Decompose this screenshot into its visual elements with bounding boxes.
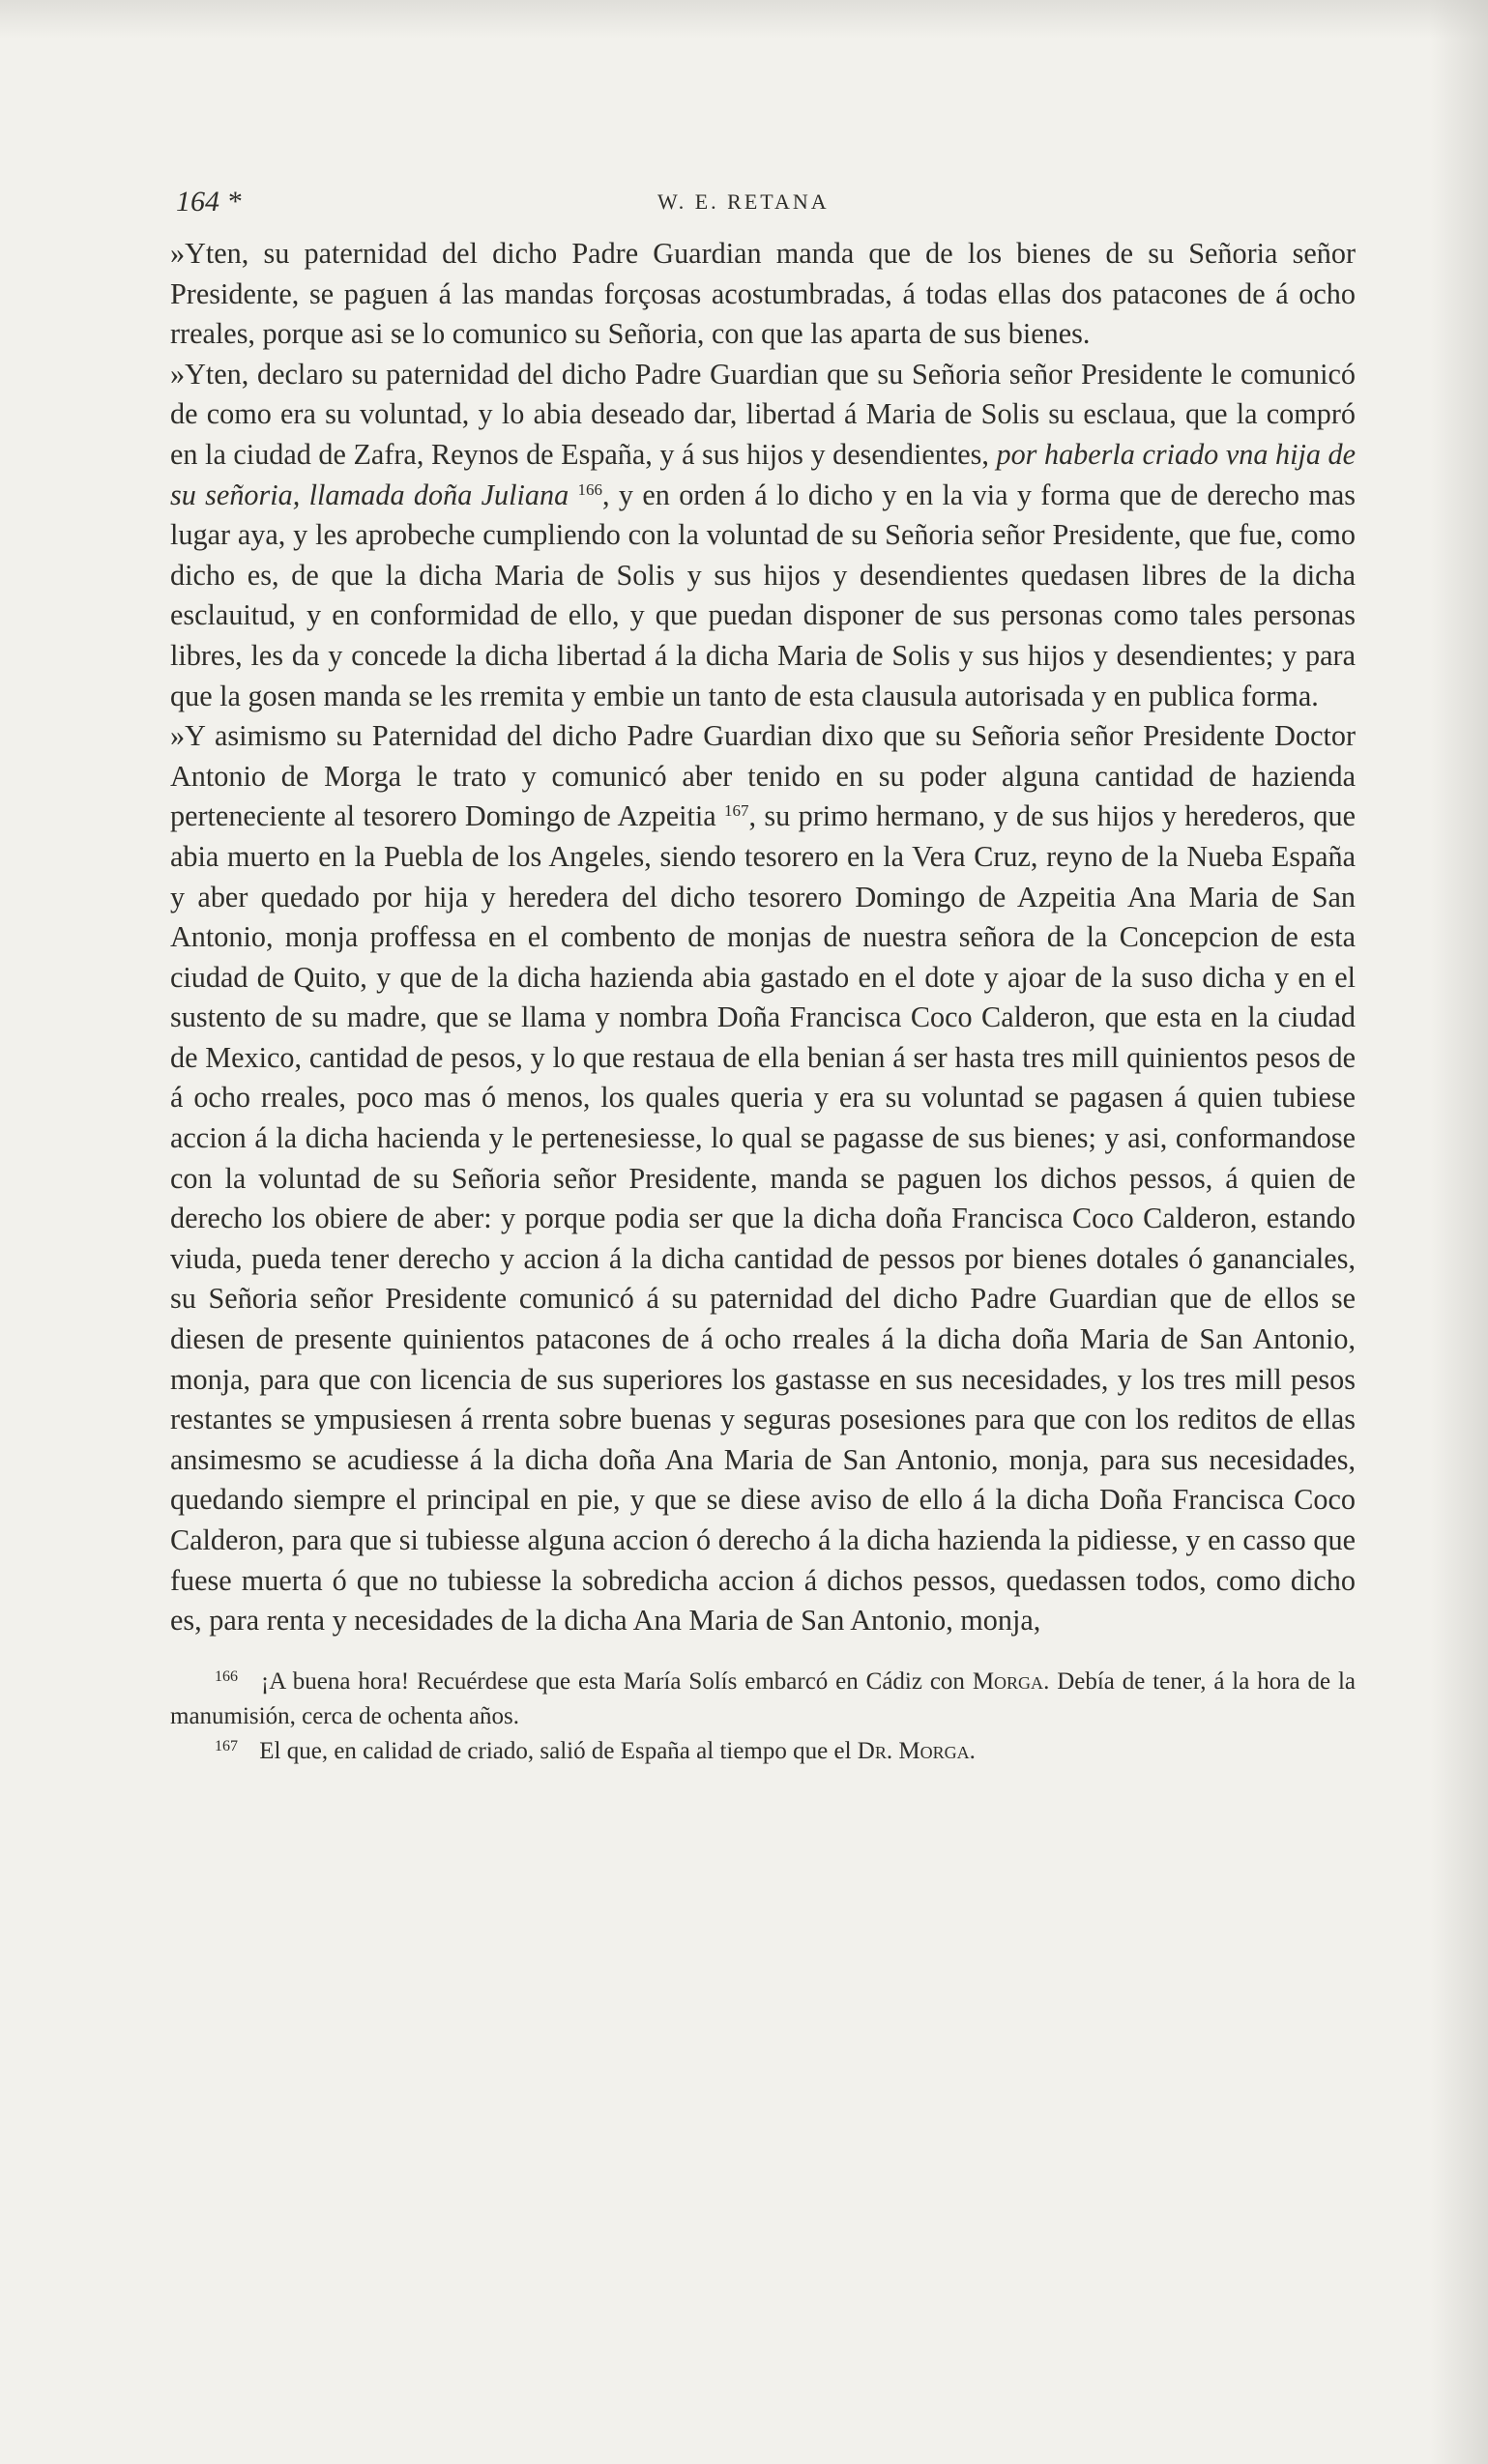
page-number: 164 *: [176, 186, 242, 217]
footnote-167: [170, 1734, 1356, 1769]
footnote-tail: . Debía de tener, á la hora de la manumisión, cerca de ochenta años.: [170, 1667, 1357, 1729]
paragraph-2-text-start: »Yten, declaro su paternidad del dicho Padre Guardian que su Señoria señor Presidente le comunicó de como era su voluntad, y lo abia deseado dar, libertad á Maria de Solis su esclaua, que la compró en la ciudad de Zafra, Reynos de España, y á sus hijos y desendientes,: [170, 357, 1356, 471]
paragraph-2-text-end: , y en orden á lo dicho y en la via y forma que de derecho mas lugar aya, y les aprobeche cumpliendo con la voluntad de su Señoria señor Presidente, que fue, como dicho es, de que la dicha Maria de Solis y sus hijos y desendientes quedasen libres de la dicha esclauitud, y en conformidad de ello, y que puedan disponer de sus personas como tales personas libres, les da y concede la dicha libertad á la dicha Maria de Solis y sus hijos y desendientes; y para que la gosen manda se les rremita y embie un tanto de esta clausula autorisada y en publica forma.: [170, 478, 1356, 712]
footnote-text: ¡A buena hora! Recuérdese que esta María Solís embarcó en Cádiz con: [260, 1667, 965, 1695]
paragraph-3-text-start: »Y asimismo su Paternidad del dicho Padre Guardian dixo que su Señoria señor Presidente Doctor Antonio de Morga le trato y comunicó aber tenido en su poder alguna cantidad de hazienda perteneciente al tesorero Domingo de Azpeitia: [170, 719, 1356, 833]
footnote-name: Morga: [972, 1667, 1044, 1695]
footnote-name: Dr. Morga: [857, 1737, 970, 1764]
paragraph-1: [170, 234, 1356, 355]
footnote-tail: .: [969, 1737, 976, 1764]
paragraph-3-text-end: , su primo hermano, y de sus hijos y herederos, que abia muerto en la Puebla de los Angeles, siendo tesorero en la Vera Cruz, reyno de la Nueba España y aber quedado por hija y heredera del dicho tesorero Domingo de Azpeitia Ana Maria de San Antonio, monja proffessa en el combento de monjas de nuestra señora de la Concepcion de esta ciudad de Quito, y que de la dicha hazienda abia gastado en el dote y ajoar de la suso dicha y en el sustento de su madre, que se llama y nombra Doña Francisca Coco Calderon, que esta en la ciudad de Mexico, cantidad de pesos, y lo que restaua de ella benian á ser hasta tres mill quinientos pesos de á ocho rreales, poco mas ó menos, los quales queria y era su voluntad se pagasen á quien tubiese accion á la dicha hacienda y le pertenesiesse, lo qual se pagasse de sus bienes; y asi, conformandose con la voluntad de su Señoria señor Presidente, manda se paguen los dichos pessos, á quien de derecho los obiere de aber: y porque podia ser que la dicha doña Francisca Coco Calderon, estando viuda, pueda tener derecho y accion á la dicha cantidad de pessos por bienes dotales ó gananciales, su Señoria señor Presidente comunicó á su paternidad del dicho Padre Guardian que de ellos se diesen de presente quinientos patacones de á ocho rreales á la dicha doña Maria de San Antonio, monja, para que con licencia de sus superiores los gastasse en sus necesidades, y los tres mill pesos restantes se ympusiesen á rrenta sobre buenas y seguras posesiones para que con los reditos de ellas ansimesmo se acudiesse á la dicha doña Ana Maria de San Antonio, monja, para sus necesidades, quedando siempre el principal en pie, y que se diese aviso de ello á la dicha Doña Francisca Coco Calderon, para que si tubiesse alguna accion ó derecho á la dicha hazienda la pidiesse, y en casso que fuese muerta ó que no tubiesse la sobredicha accion á dichos pessos, quedassen todos, como dicho es, para renta y necesidades de la dicha Ana Maria de San Antonio, monja,: [170, 799, 1356, 1638]
paragraph-2: [170, 355, 1356, 716]
book-page: [170, 180, 1356, 1769]
scan-shadow-right: [1430, 0, 1488, 2464]
footnote-166: [170, 1665, 1356, 1734]
footnote-text: El que, en calidad de criado, salió de España al tiempo que el: [259, 1737, 852, 1764]
body-text: [170, 234, 1356, 1641]
running-head: [170, 180, 1356, 218]
running-title: W. E. RETANA: [657, 189, 830, 214]
footnote-number: 166: [215, 1667, 238, 1685]
footnote-ref-167: 167: [724, 801, 749, 821]
scan-shadow-top: [0, 0, 1488, 39]
footnote-ref-166: 166: [577, 479, 603, 499]
footnote-number: 167: [215, 1737, 238, 1754]
paragraph-2-italic-phrase: por haberla criado vna hija de su señoria, llamada doña Juliana: [170, 437, 1357, 511]
footnotes: [170, 1665, 1356, 1769]
paragraph-3: [170, 716, 1356, 1641]
paragraph-1-text: »Yten, su paternidad del dicho Padre Guardian manda que de los bienes de su Señoria señor Presidente, se paguen á las mandas forçosas acostumbradas, á todas ellas dos patacones de á ocho rreales, porque asi se lo comunico su Señoria, con que las aparta de sus bienes.: [170, 237, 1356, 351]
